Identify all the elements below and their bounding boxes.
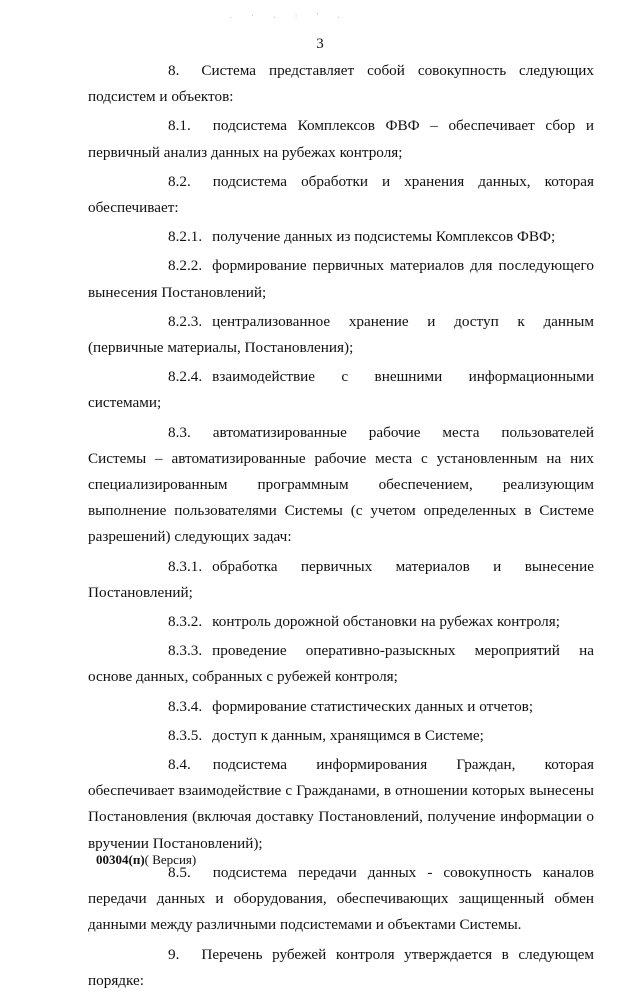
clause-number: 8.4. — [168, 756, 191, 774]
paragraph-8-2-4 — [88, 364, 594, 416]
paragraph-8-2-2 — [88, 253, 594, 305]
paragraph-8-3-1 — [88, 554, 594, 606]
clause-text: взаимодействие с внешними информационными системами; — [88, 368, 594, 412]
paragraph-8-2 — [88, 169, 594, 221]
clause-number: 8.3. — [168, 423, 191, 441]
clause-number: 8. — [168, 62, 180, 79]
clause-text: подсистема информирования Граждан, которая обеспечивает взаимодействие с Гражданами, в отношении которых вынесены Постановления (включая доставку Постановлений, получение информации о вручении Постановлений); — [88, 756, 594, 852]
clause-text: подсистема передачи данных - совокупность каналов передачи данных и оборудования, обеспечивающих защищенный обмен данными между различными подсистемами и объектами Системы. — [88, 863, 594, 934]
paragraph-8-3-4 — [88, 694, 594, 720]
scan-noise: . · . : ' . — [230, 12, 349, 20]
paragraph-8-1 — [88, 113, 594, 165]
clause-number: 9. — [168, 945, 180, 963]
clause-text: обработка первичных материалов и вынесение Постановлений; — [88, 557, 594, 601]
paragraph-8-3-3 — [88, 638, 594, 690]
clause-text: проведение оперативно-разыскных мероприятий на основе данных, собранных с рубежей контроля; — [88, 642, 594, 686]
clause-number: 8.3.1. — [168, 557, 203, 575]
clause-number: 8.2. — [168, 172, 191, 190]
clause-number: 8.3.4. — [168, 697, 203, 715]
clause-text: подсистема обработки и хранения данных, которая обеспечивает: — [88, 172, 594, 217]
clause-number: 8.2.3. — [168, 312, 203, 330]
paragraph-8-4 — [88, 752, 594, 857]
clause-number: 8.3.5. — [168, 726, 203, 744]
paragraph-8-3-2 — [88, 609, 594, 635]
clause-text: получение данных из подсистемы Комплексов ФВФ; — [212, 228, 556, 246]
document-version: ( Версия) — [144, 852, 197, 867]
clause-text: формирование статистических данных и отчетов; — [212, 697, 534, 715]
clause-text: централизованное хранение и доступ к данным (первичные материалы, Постановления); — [88, 312, 594, 357]
document-code: 00304(п) — [96, 852, 145, 867]
paragraph-8-2-1 — [88, 224, 594, 250]
paragraph-9 — [88, 942, 594, 994]
clause-text: подсистема Комплексов ФВФ – обеспечивает сбор и первичный анализ данных на рубежах контроля; — [88, 117, 594, 161]
paragraph-8-5 — [88, 860, 594, 939]
clause-text: автоматизированные рабочие места пользователей Системы – автоматизированные рабочие места с установленным на них специализированным программным обеспечением, реализующим выполнение пользователями Системы (с учетом определенных в Системе разрешений) следующих задач: — [88, 423, 594, 546]
clause-text: контроль дорожной обстановки на рубежах контроля; — [212, 613, 560, 631]
page-number: 3 — [316, 36, 324, 52]
clause-text: доступ к данным, хранящимся в Системе; — [212, 726, 484, 744]
paragraph-8-3 — [88, 420, 594, 551]
document-footer — [96, 852, 196, 868]
clause-number: 8.5. — [168, 863, 191, 881]
clause-number: 8.3.3. — [168, 642, 203, 660]
clause-text: Перечень рубежей контроля утверждается в следующем порядке: — [88, 945, 594, 989]
clause-number: 8.2.4. — [168, 368, 203, 386]
paragraph-8-3-5 — [88, 723, 594, 749]
clause-number: 8.2.2. — [168, 257, 203, 275]
clause-number: 8.3.2. — [168, 613, 203, 631]
clause-text: Система представляет собой совокупность следующих подсистем и объектов: — [88, 62, 594, 106]
clause-number: 8.2.1. — [168, 228, 203, 246]
clause-text: формирование первичных материалов для последующего вынесения Постановлений; — [88, 257, 594, 301]
paragraph-8-2-3 — [88, 309, 594, 361]
paragraph-8 — [88, 58, 594, 110]
clause-number: 8.1. — [168, 117, 191, 135]
